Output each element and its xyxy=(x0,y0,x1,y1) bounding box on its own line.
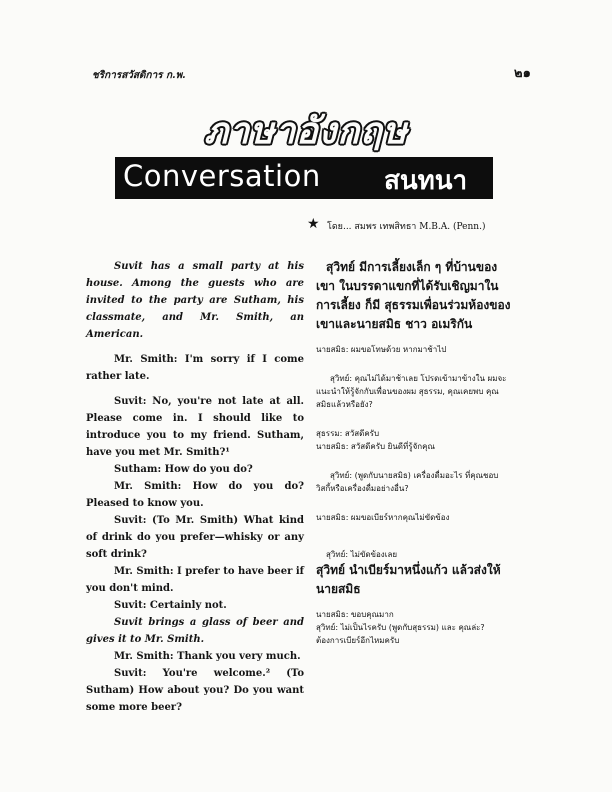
running-header: ชริการสวัสดิการ ก.พ. xyxy=(92,70,186,81)
thai-dialogue-line: สุวิทย์: ไม่เป็นไรครับ (พูดกับสุธรรม) และ คุณล่ะ? ต้องการเบียร์อีกไหมครับ xyxy=(316,623,485,645)
star-icon: ★ xyxy=(307,216,320,232)
thai-dialogue-line: สุธรรม: สวัสดีครับ xyxy=(316,429,380,438)
dialogue-line: Sutham: How do you do? xyxy=(114,464,253,475)
thai-dialogue-line: นายสมิธ: ผมขอเบียร์หากคุณไม่ขัดข้อง xyxy=(316,513,450,522)
dialogue-line: Mr. Smith: I'm sorry if I come rather late. xyxy=(86,354,304,382)
thai-dialogue-line: สุวิทย์: ไม่ขัดข้องเลย xyxy=(326,550,398,559)
thai-stage-direction: สุวิทย์ มีการเลี้ยงเล็ก ๆ ที่บ้านของเขา ในบรรดาแขกที่ได้รับเชิญมาในการเลี้ยง ก็มี สุธรรมเพื่อนร่วมห้องของเขาและนายสมิธ ชาว อเมริกัน xyxy=(316,260,511,331)
thai-title: ภาษาอังกฤษ xyxy=(204,110,408,152)
dialogue-line: Suvit: You're welcome.² (To Sutham) How about you? Do you want some more beer? xyxy=(86,668,304,713)
thai-dialogue-line: สุวิทย์: (พูดกับนายสมิธ) เครื่องดื่มอะไร ที่คุณชอบ วิสกี้หรือเครื่องดื่มอย่างอื่น? xyxy=(316,471,499,493)
dialogue-line: Suvit: No, you're not late at all. Please come in. I should like to introduce you to my friend. Sutham, have you met Mr. Smith?¹ xyxy=(86,396,304,458)
dialogue-line: Mr. Smith: I prefer to have beer if you don't mind. xyxy=(86,566,304,594)
stage-direction: Suvit has a small party at his house. Among the guests who are invited to the party are Sutham, his classmate, and Mr. Smith, an American. xyxy=(86,261,304,340)
thai-dialogue-line: สุวิทย์: คุณไม่ได้มาช้าเลย โปรดเข้ามาข้างใน ผมจะแนะนำให้รู้จักกับเพื่อนของผม สุธรรม, คุณเคยพบ คุณสมิธแล้วหรือยัง? xyxy=(316,374,507,409)
byline: โดย... สมพร เทพสิทธา M.B.A. (Penn.) xyxy=(327,222,486,232)
stage-direction: Suvit brings a glass of beer and gives it to Mr. Smith. xyxy=(86,617,304,645)
title-thai-sub: สนทนา xyxy=(384,166,468,196)
dialogue-line: Mr. Smith: Thank you very much. xyxy=(114,651,301,662)
dialogue-line: Mr. Smith: How do you do? Pleased to know you. xyxy=(86,481,304,509)
thai-stage-direction: สุวิทย์ นำเบียร์มาหนึ่งแก้ว แล้วส่งให้ นายสมิธ xyxy=(316,563,501,596)
title-english: Conversation xyxy=(123,159,321,193)
thai-dialogue-line: นายสมิธ: ขอบคุณมาก xyxy=(316,610,394,619)
thai-dialogue-line: นายสมิธ: ผมขอโทษด้วย หากมาช้าไป xyxy=(316,345,447,354)
thai-column xyxy=(316,258,512,647)
dialogue-line: Suvit: Certainly not. xyxy=(114,600,227,611)
page-number: ๒๑ xyxy=(514,66,531,81)
english-column xyxy=(86,258,304,716)
dialogue-line: Suvit: (To Mr. Smith) What kind of drink do you prefer—whisky or any soft drink? xyxy=(86,515,304,560)
thai-dialogue-line: นายสมิธ: สวัสดีครับ ยินดีที่รู้จักคุณ xyxy=(316,442,435,451)
